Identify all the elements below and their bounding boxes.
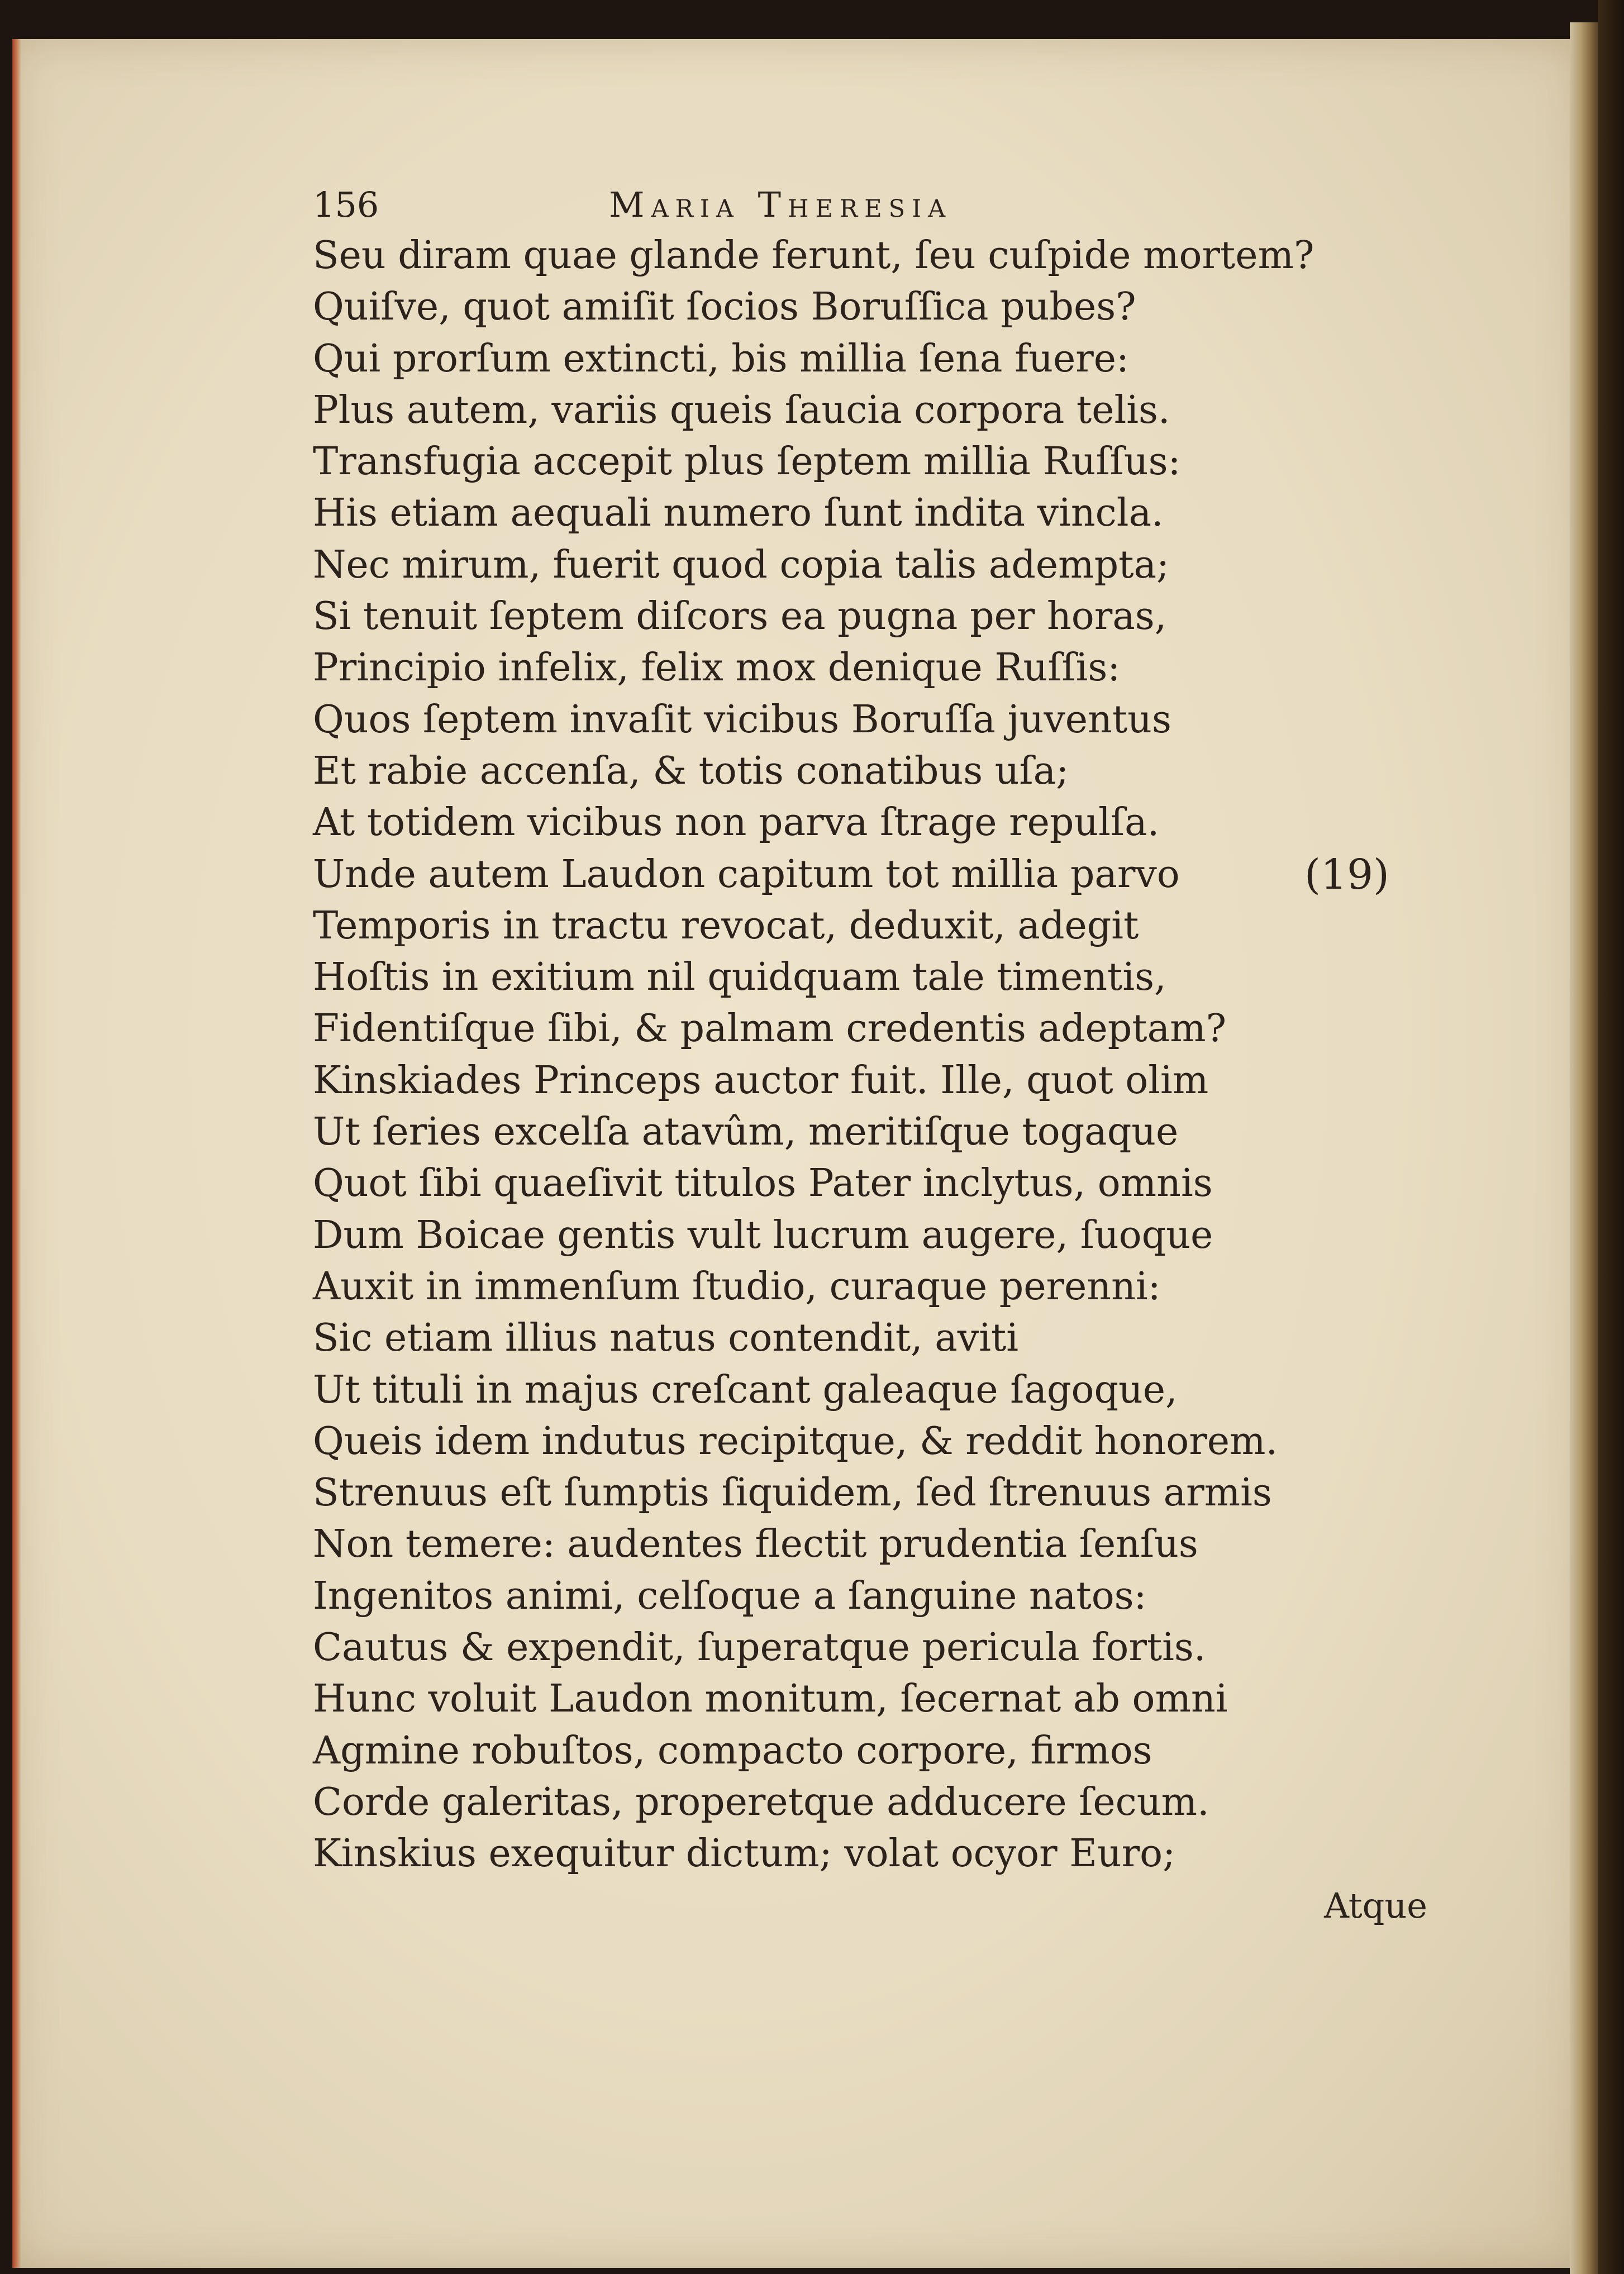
- verse-line: Temporis in tractu revocat, deduxit, adegit: [313, 903, 1139, 948]
- verse-line: Kinskius exequitur dictum; volat ocyor Euro;: [313, 1832, 1176, 1876]
- verse-line: Hunc voluit Laudon monitum, ſecernat ab omni: [313, 1677, 1228, 1722]
- verse-line-with-note: [313, 849, 1486, 900]
- verse-line: Principio infelix, felix mox denique Ruſſis:: [313, 646, 1121, 690]
- text-block: [313, 180, 1486, 1932]
- book-gutter: [1570, 22, 1598, 2274]
- verse-line: Qui prorſum extincti, bis millia ſena fuere:: [313, 336, 1129, 381]
- verse-line: Ut ſeries excelſa atavûm, meritiſque togaque: [313, 1110, 1179, 1155]
- verse-line: Seu diram quae glande ferunt, ſeu cuſpide mortem?: [313, 233, 1315, 278]
- verse-line: Quiſve, quot amiſit ſocios Boruſſica pubes?: [313, 285, 1136, 330]
- verse-line: Et rabie accenſa, & totis conatibus uſa;: [313, 749, 1069, 793]
- running-title: Maria Theresia: [609, 184, 953, 225]
- binding-shadow: [1598, 0, 1624, 2274]
- verse-line: Si tenuit ſeptem diſcors ea pugna per horas,: [313, 594, 1167, 639]
- verse-line: Quot ſibi quaeſivit titulos Pater inclytus, omnis: [313, 1161, 1213, 1206]
- verse-line: Strenuus eſt ſumptis ſiquidem, ſed ſtrenuus armis: [313, 1471, 1272, 1515]
- catchword: Atque: [1324, 1885, 1427, 1926]
- verse-line: Sic etiam illius natus contendit, aviti: [313, 1316, 1019, 1361]
- verse-line: Non temere: audentes flectit prudentia ſenſus: [313, 1522, 1198, 1567]
- verse-line: Ingenitos animi, celſoque a ſanguine natos:: [313, 1574, 1147, 1618]
- verse-line: Cautus & expendit, ſuperatque pericula fortis.: [313, 1625, 1206, 1670]
- verse-line: Dum Boicae gentis vult lucrum augere, ſuoque: [313, 1213, 1213, 1257]
- verse-line: His etiam aequali numero ſunt indita vincla.: [313, 491, 1164, 536]
- verse-line-text: Unde autem Laudon capitum tot millia parvo: [313, 852, 1180, 897]
- verse-line: Nec mirum, fuerit quod copia talis adempta;: [313, 542, 1169, 587]
- page-edge-stain: [12, 39, 21, 2268]
- verse-line: Agmine robuſtos, compacto corpore, firmos: [313, 1728, 1152, 1773]
- verse-line: At totidem vicibus non parva ſtrage repulſa.: [313, 800, 1160, 845]
- verse-line: Fidentiſque ſibi, & palmam credentis adeptam?: [313, 1007, 1227, 1051]
- verse-line: Kinskiades Princeps auctor fuit. Ille, quot olim: [313, 1058, 1209, 1103]
- verse-line: Queis idem indutus recipitque, & reddit honorem.: [313, 1419, 1278, 1463]
- verse-line: Quos ſeptem invaſit vicibus Boruſſa juventus: [313, 697, 1171, 742]
- verse-line: Plus autem, variis queis ſaucia corpora telis.: [313, 388, 1170, 432]
- verse-list: [313, 230, 1486, 1880]
- verse-line: Corde galeritas, properetque adducere ſecum.: [313, 1780, 1209, 1824]
- page-header: [313, 180, 1486, 230]
- page-number: 156: [313, 184, 379, 225]
- verse-line: Auxit in immenſum ſtudio, curaque perenni:: [313, 1264, 1161, 1309]
- verse-line: Hoſtis in exitium nil quidquam tale timentis,: [313, 955, 1166, 1000]
- footnote-marker: (19): [1304, 850, 1389, 899]
- verse-line: Transfugia accepit plus ſeptem millia Ruſſus:: [313, 440, 1181, 484]
- verse-line: Ut tituli in majus creſcant galeaque ſagoque,: [313, 1367, 1178, 1412]
